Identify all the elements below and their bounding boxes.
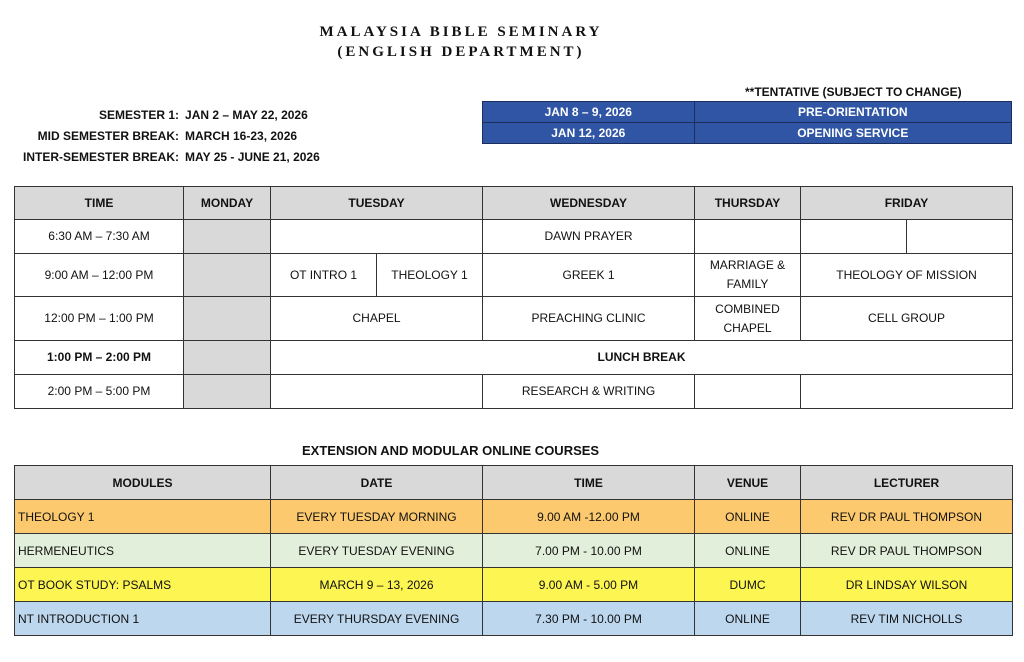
header-modules: MODULES	[15, 466, 271, 500]
module-time: 7.00 PM - 10.00 PM	[483, 534, 695, 568]
header-time: TIME	[15, 187, 184, 220]
seminary-name: MALAYSIA BIBLE SEMINARY	[319, 24, 603, 40]
department-name: (ENGLISH DEPARTMENT)	[337, 44, 585, 60]
modules-header-row	[15, 466, 1013, 500]
inter-break-label: INTER-SEMESTER BREAK:	[23, 149, 180, 164]
event-date: JAN 8 – 9, 2026	[483, 102, 695, 123]
wednesday-cell: RESEARCH & WRITING	[483, 375, 695, 409]
friday-cell-b	[907, 220, 1013, 254]
page-title	[0, 22, 922, 62]
friday-cell-a	[801, 220, 907, 254]
monday-cell	[184, 220, 271, 254]
wednesday-cell: PREACHING CLINIC	[483, 297, 695, 341]
event-name: OPENING SERVICE	[694, 123, 1011, 144]
header-friday: FRIDAY	[801, 187, 1013, 220]
module-time: 9.00 AM - 5.00 PM	[483, 568, 695, 602]
thursday-cell: MARRIAGE & FAMILY	[695, 254, 801, 297]
header-time: TIME	[483, 466, 695, 500]
lunch-break-cell: LUNCH BREAK	[271, 341, 1013, 375]
module-name: HERMENEUTICS	[15, 534, 271, 568]
modules-table	[14, 465, 1013, 636]
schedule-row	[15, 297, 1013, 341]
header-wednesday: WEDNESDAY	[483, 187, 695, 220]
schedule-row	[15, 375, 1013, 409]
module-row	[15, 568, 1013, 602]
tuesday-cell: CHAPEL	[271, 297, 483, 341]
module-date: EVERY TUESDAY MORNING	[271, 500, 483, 534]
time-cell: 2:00 PM – 5:00 PM	[15, 375, 184, 409]
events-table	[482, 101, 1012, 144]
module-venue: ONLINE	[695, 534, 801, 568]
schedule-header-row	[15, 187, 1013, 220]
tentative-note: **TENTATIVE (SUBJECT TO CHANGE)	[745, 85, 962, 99]
semester-row	[20, 104, 323, 125]
schedule-row	[15, 341, 1013, 375]
time-cell: 6:30 AM – 7:30 AM	[15, 220, 184, 254]
module-lecturer: REV DR PAUL THOMPSON	[801, 534, 1013, 568]
time-cell: 12:00 PM – 1:00 PM	[15, 297, 184, 341]
module-venue: ONLINE	[695, 602, 801, 636]
friday-cell: CELL GROUP	[801, 297, 1013, 341]
event-row	[483, 102, 1012, 123]
time-cell: 1:00 PM – 2:00 PM	[15, 341, 184, 375]
monday-cell	[184, 341, 271, 375]
header-lecturer: LECTURER	[801, 466, 1013, 500]
module-venue: ONLINE	[695, 500, 801, 534]
event-date: JAN 12, 2026	[483, 123, 695, 144]
module-row	[15, 500, 1013, 534]
module-name: NT INTRODUCTION 1	[15, 602, 271, 636]
header-thursday: THURSDAY	[695, 187, 801, 220]
monday-cell	[184, 297, 271, 341]
friday-cell: THEOLOGY OF MISSION	[801, 254, 1013, 297]
mid-break-label: MID SEMESTER BREAK:	[37, 128, 180, 143]
wednesday-cell: GREEK 1	[483, 254, 695, 297]
monday-cell	[184, 254, 271, 297]
thursday-cell: COMBINED CHAPEL	[695, 297, 801, 341]
modules-section-title: EXTENSION AND MODULAR ONLINE COURSES	[302, 443, 600, 458]
module-name: THEOLOGY 1	[15, 500, 271, 534]
time-cell: 9:00 AM – 12:00 PM	[15, 254, 184, 297]
module-lecturer: REV DR PAUL THOMPSON	[801, 500, 1013, 534]
event-name: PRE-ORIENTATION	[694, 102, 1011, 123]
module-venue: DUMC	[695, 568, 801, 602]
weekly-schedule-table	[14, 186, 1013, 409]
header-monday: MONDAY	[184, 187, 271, 220]
inter-break-value: MAY 25 - JUNE 21, 2026	[185, 149, 320, 164]
schedule-row	[15, 254, 1013, 297]
module-lecturer: DR LINDSAY WILSON	[801, 568, 1013, 602]
module-name: OT BOOK STUDY: PSALMS	[15, 568, 271, 602]
module-time: 9.00 AM -12.00 PM	[483, 500, 695, 534]
module-date: MARCH 9 – 13, 2026	[271, 568, 483, 602]
module-date: EVERY TUESDAY EVENING	[271, 534, 483, 568]
mid-break-value: MARCH 16-23, 2026	[185, 128, 298, 143]
module-row	[15, 534, 1013, 568]
module-time: 7.30 PM - 10.00 PM	[483, 602, 695, 636]
mid-break-row	[20, 125, 323, 146]
module-row	[15, 602, 1013, 636]
header-venue: VENUE	[695, 466, 801, 500]
wednesday-cell: DAWN PRAYER	[483, 220, 695, 254]
thursday-cell	[695, 220, 801, 254]
header-tuesday: TUESDAY	[271, 187, 483, 220]
event-row	[483, 123, 1012, 144]
semester-label: SEMESTER 1:	[99, 107, 180, 122]
tuesday-cell	[271, 220, 483, 254]
tuesday-cell-a: OT INTRO 1	[271, 254, 377, 297]
monday-cell	[184, 375, 271, 409]
semester-info	[20, 104, 323, 167]
schedule-row	[15, 220, 1013, 254]
module-date: EVERY THURSDAY EVENING	[271, 602, 483, 636]
thursday-cell	[695, 375, 801, 409]
tuesday-cell	[271, 375, 483, 409]
inter-break-row	[20, 146, 323, 167]
module-lecturer: REV TIM NICHOLLS	[801, 602, 1013, 636]
friday-cell	[801, 375, 1013, 409]
header-date: DATE	[271, 466, 483, 500]
tuesday-cell-b: THEOLOGY 1	[377, 254, 483, 297]
semester-value: JAN 2 – MAY 22, 2026	[185, 107, 308, 122]
